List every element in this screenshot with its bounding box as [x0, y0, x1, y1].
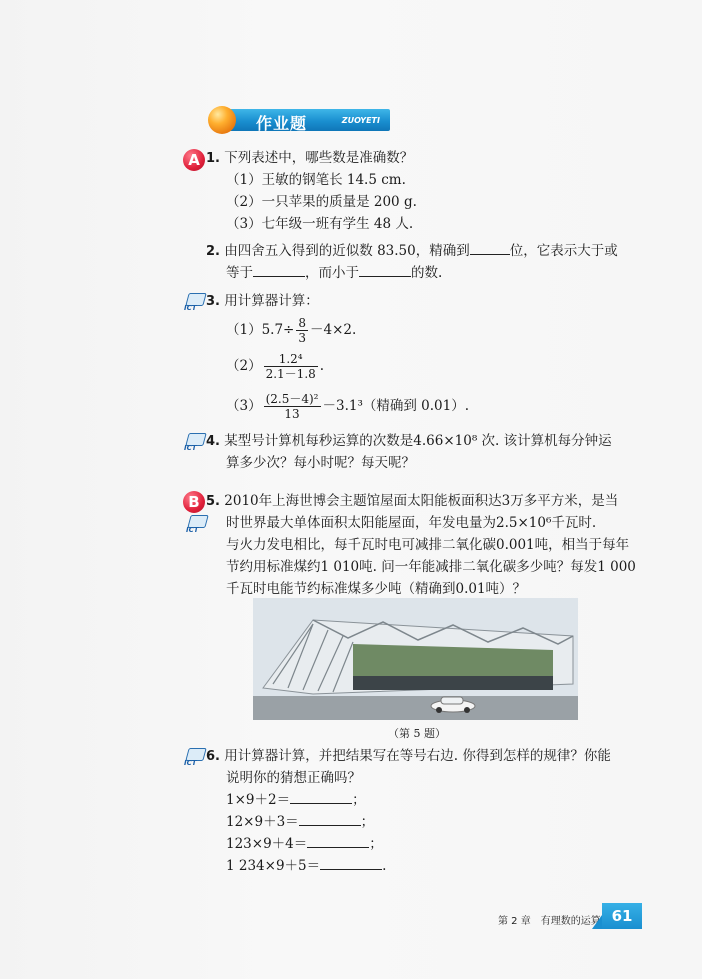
- homework-banner: [208, 104, 390, 134]
- question-number: 6.: [206, 749, 220, 764]
- question-2-line-1: [206, 240, 618, 263]
- equation-lhs: 1 234×9＋5＝: [226, 858, 321, 874]
- question-6-line-2: 说明你的猜想正确吗？: [226, 770, 361, 786]
- question-1: [206, 147, 413, 170]
- banner-bar: [226, 109, 390, 131]
- q6-text: 用计算器计算，并把结果写在等号右边. 你得到怎样的规律？你能: [224, 748, 611, 764]
- calculator-ict-icon: ICT: [184, 293, 208, 315]
- answer-blank[interactable]: [307, 833, 369, 848]
- question-5-line-3: 与火力发电相比，每千瓦时电可减排二氧化碳0.001吨，相当于每年: [226, 537, 630, 553]
- chapter-footer: 第 2 章 有理数的运算: [498, 916, 601, 927]
- equation-lhs: 1×9＋2＝: [226, 792, 291, 808]
- photo-caption: （第 5 题）: [388, 727, 446, 740]
- question-stem: 下列表述中，哪些数是准确数？: [224, 150, 414, 166]
- q3-label: （2）: [226, 358, 262, 374]
- equation-3: [226, 833, 383, 855]
- question-number: 1.: [206, 151, 220, 166]
- q1-item-3: （3）七年级一班有学生 48 人.: [226, 216, 414, 232]
- q3-label: （1）5.7÷: [226, 322, 295, 338]
- equation-end: ；: [369, 836, 383, 852]
- question-number: 4.: [206, 434, 220, 449]
- question-5-line-1: [206, 490, 618, 513]
- banner-title: 作业题: [256, 114, 308, 133]
- equation-end: ；: [352, 792, 366, 808]
- question-4-line-2: 算多少次？每小时呢？每天呢？: [226, 455, 415, 471]
- question-3: [206, 290, 319, 313]
- answer-blank[interactable]: [320, 855, 382, 870]
- q2-text: 等于: [226, 265, 253, 281]
- page-tab-notch: [592, 915, 602, 929]
- question-6-line-1: [206, 745, 611, 768]
- fraction: $\frac{8}{3}$: [298, 316, 307, 345]
- level-b-badge: B: [183, 491, 205, 513]
- question-5-line-2: 时世界最大单体面积太阳能屋面，年发电量为2.5×10⁶千瓦时.: [226, 515, 597, 531]
- question-number: 5.: [206, 494, 220, 509]
- q2-text: 位，它表示大于或: [509, 243, 618, 259]
- fraction: $\frac{\text{1.2⁴}}{2.1-1.8}$: [265, 352, 316, 381]
- calculator-ict-icon: ICT: [186, 515, 210, 537]
- question-4-line-1: [206, 430, 612, 453]
- q3-tail: －4×2.: [310, 322, 357, 338]
- answer-blank[interactable]: [470, 240, 510, 255]
- question-5-line-5: 千瓦时电能节约标准煤多少吨（精确到0.01吨）？: [226, 581, 527, 597]
- q1-item-1: （1）王敏的钢笔长 14.5 cm.: [226, 172, 406, 188]
- question-5-line-4: 节约用标准煤约1 010吨. 问一年能减排二氧化碳多少吨？每发1 000: [226, 559, 636, 575]
- calculator-ict-icon: ICT: [184, 748, 208, 770]
- answer-blank[interactable]: [299, 811, 361, 826]
- q2-text: 的数.: [411, 265, 443, 281]
- equation-end: .: [382, 858, 387, 874]
- question-stem: 用计算器计算：: [224, 293, 319, 309]
- q2-text: 由四舍五入得到的近似数 83.50，精确到: [224, 243, 470, 259]
- q3-tail: .: [319, 358, 325, 374]
- equation-lhs: 12×9＋3＝: [226, 814, 299, 830]
- answer-blank[interactable]: [290, 789, 352, 804]
- question-2-line-2: [226, 262, 442, 284]
- equation-end: ；: [360, 814, 375, 830]
- q4-text: 某型号计算机每秒运算的次数是4.66×10⁸ 次. 该计算机每分钟运: [224, 433, 612, 449]
- fraction: $\frac{\text{(2.5－4)²}}{13}$: [265, 392, 319, 421]
- equation-4: [226, 855, 386, 877]
- q1-item-2: （2）一只苹果的质量是 200 g.: [226, 194, 417, 210]
- orange-ball-icon: [208, 106, 236, 134]
- expo-pavilion-photo: [253, 598, 578, 720]
- banner-pinyin: ZUOYETI: [341, 116, 380, 125]
- equation-1: [226, 789, 366, 811]
- q3-part-2: [226, 350, 324, 382]
- level-a-badge: A: [183, 149, 205, 171]
- q3-part-3: [226, 390, 469, 422]
- question-number: 2.: [206, 244, 220, 259]
- q3-tail: －3.1³（精确到 0.01）.: [322, 398, 470, 414]
- answer-blank[interactable]: [359, 262, 411, 277]
- calculator-ict-icon: ICT: [184, 433, 208, 455]
- q3-part-1: [226, 314, 356, 346]
- q5-text: 2010年上海世博会主题馆屋面太阳能板面积达3万多平方米，是当: [224, 493, 619, 509]
- equation-lhs: 123×9＋4＝: [226, 836, 308, 852]
- question-number: 3.: [206, 294, 220, 309]
- equation-2: [226, 811, 374, 833]
- q3-label: （3）: [226, 398, 262, 414]
- answer-blank[interactable]: [253, 262, 305, 277]
- q2-text: ，而小于: [305, 265, 359, 281]
- page-number: 61: [602, 903, 642, 929]
